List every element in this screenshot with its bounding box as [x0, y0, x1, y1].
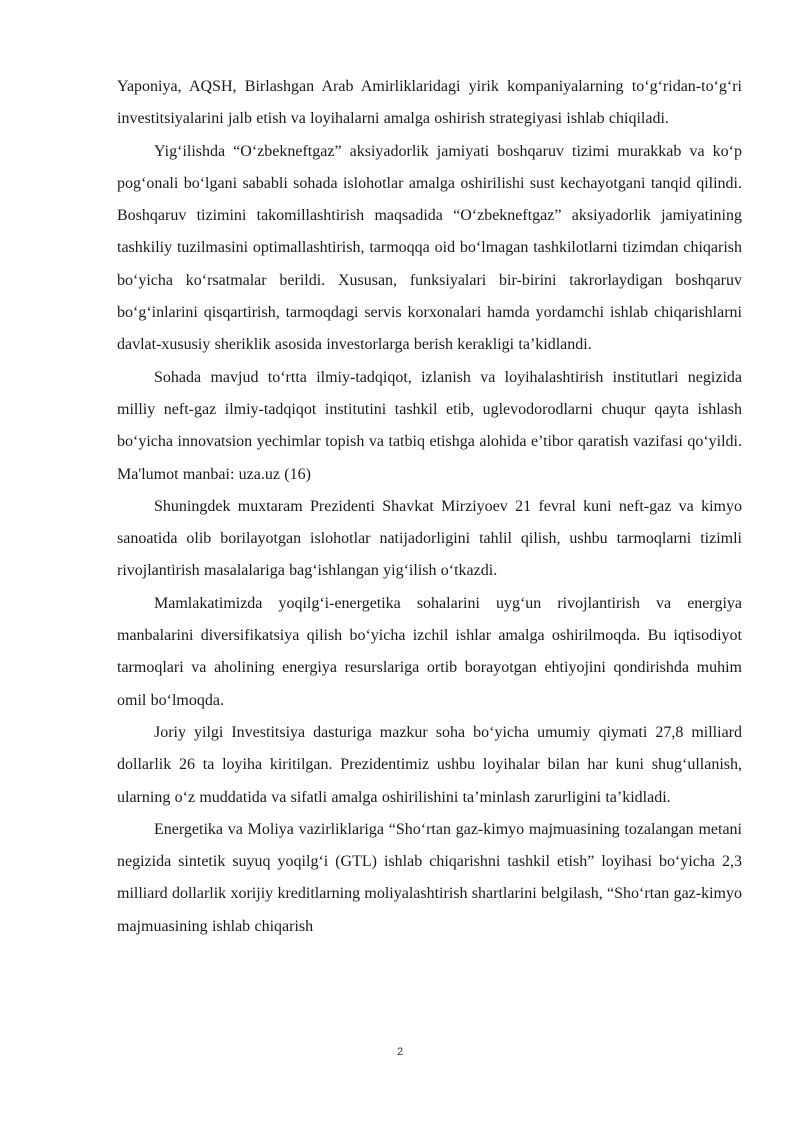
paragraph-5: Mamlakatimizda yoqilg‘i-energetika sohalarini uyg‘un rivojlantirish va energiya manbalarini diversifikatsiya qilish bo‘yicha izchil ishlar amalga oshirilmoqda. Bu iqtisodiyot tarmoqlari va aholining energiya resurslariga ortib borayotgan ehtiyojini qondirishda muhim omil bo‘lmoqda. [117, 594, 742, 709]
paragraph-2: Yig‘ilishda “O‘zbekneftgaz” aksiyadorlik jamiyati boshqaruv tizimi murakkab va ko‘p pog‘onali bo‘lgani sababli sohada islohotlar amalga oshirilishi sust kechayotgani tanqid qilindi. Boshqaruv tizimini takomillashtirish maqsadida “O‘zbekneftgaz” aksiyadorlik jamiyatining tashkiliy tuzilmasini optimallashtirish, tarmoqqa oid bo‘lmagan tashkilotlarni tizimdan chiqarish bo‘yicha ko‘rsatmalar berildi. Xususan, funksiyalari bir-birini takrorlaydigan boshqaruv bo‘g‘inlarini qisqartirish, tarmoqdagi servis korxonalari hamda yordamchi ishlab chiqarishlarni davlat-xususiy sheriklik asosida investorlarga berish kerakligi ta’kidlandi. [117, 142, 742, 354]
paragraph-1: Yaponiya, AQSH, Birlashgan Arab Amirliklaridagi yirik kompaniyalarning to‘g‘ridan-to‘g‘ri investitsiyalarini jalb etish va loyihalarni amalga oshirish strategiyasi ishlab chiqiladi. [117, 78, 742, 128]
paragraph-6: Joriy yilgi Investitsiya dasturiga mazkur soha bo‘yicha umumiy qiymati 27,8 milliard dollarlik 26 ta loyiha kiritilgan. Prezidentimiz ushbu loyihalar bilan har kuni shug‘ullanish, ularning o‘z muddatida va sifatli amalga oshirilishini ta’minlash zarurligini ta’kidladi. [117, 723, 742, 806]
paragraph-7: Energetika va Moliya vazirliklariga “Sho‘rtan gaz-kimyo majmuasining tozalangan metani negizida sintetik suyuq yoqilg‘i (GTL) ishlab chiqarishni tashkil etish” loyihasi bo‘yicha 2,3 milliard dollarlik xorijiy kreditlarning moliyalashtirish shartlarini belgilash, “Sho‘rtan gaz-kimyo majmuasining ishlab chiqarish [117, 820, 742, 935]
paragraph-4: Shuningdek muxtaram Prezidenti Shavkat Mirziyoev 21 fevral kuni neft-gaz va kimyo sanoatida olib borilayotgan islohotlar natijadorligini tahlil qilish, ushbu tarmoqlarni tizimli rivojlantirish masalalariga bag‘ishlangan yig‘ilish o‘tkazdi. [117, 497, 742, 580]
document-body [117, 71, 742, 943]
paragraph-3: Sohada mavjud to‘rtta ilmiy-tadqiqot, izlanish va loyihalashtirish institutlari negizida milliy neft-gaz ilmiy-tadqiqot institutini tashkil etib, uglevodorodlarni chuqur qayta ishlash bo‘yicha innovatsion yechimlar topish va tatbiq etishga alohida e’tibor qaratish vazifasi qo‘yildi. Ma'lumot manbai: uza.uz (16) [117, 368, 742, 483]
page-number: 2 [396, 1046, 404, 1058]
